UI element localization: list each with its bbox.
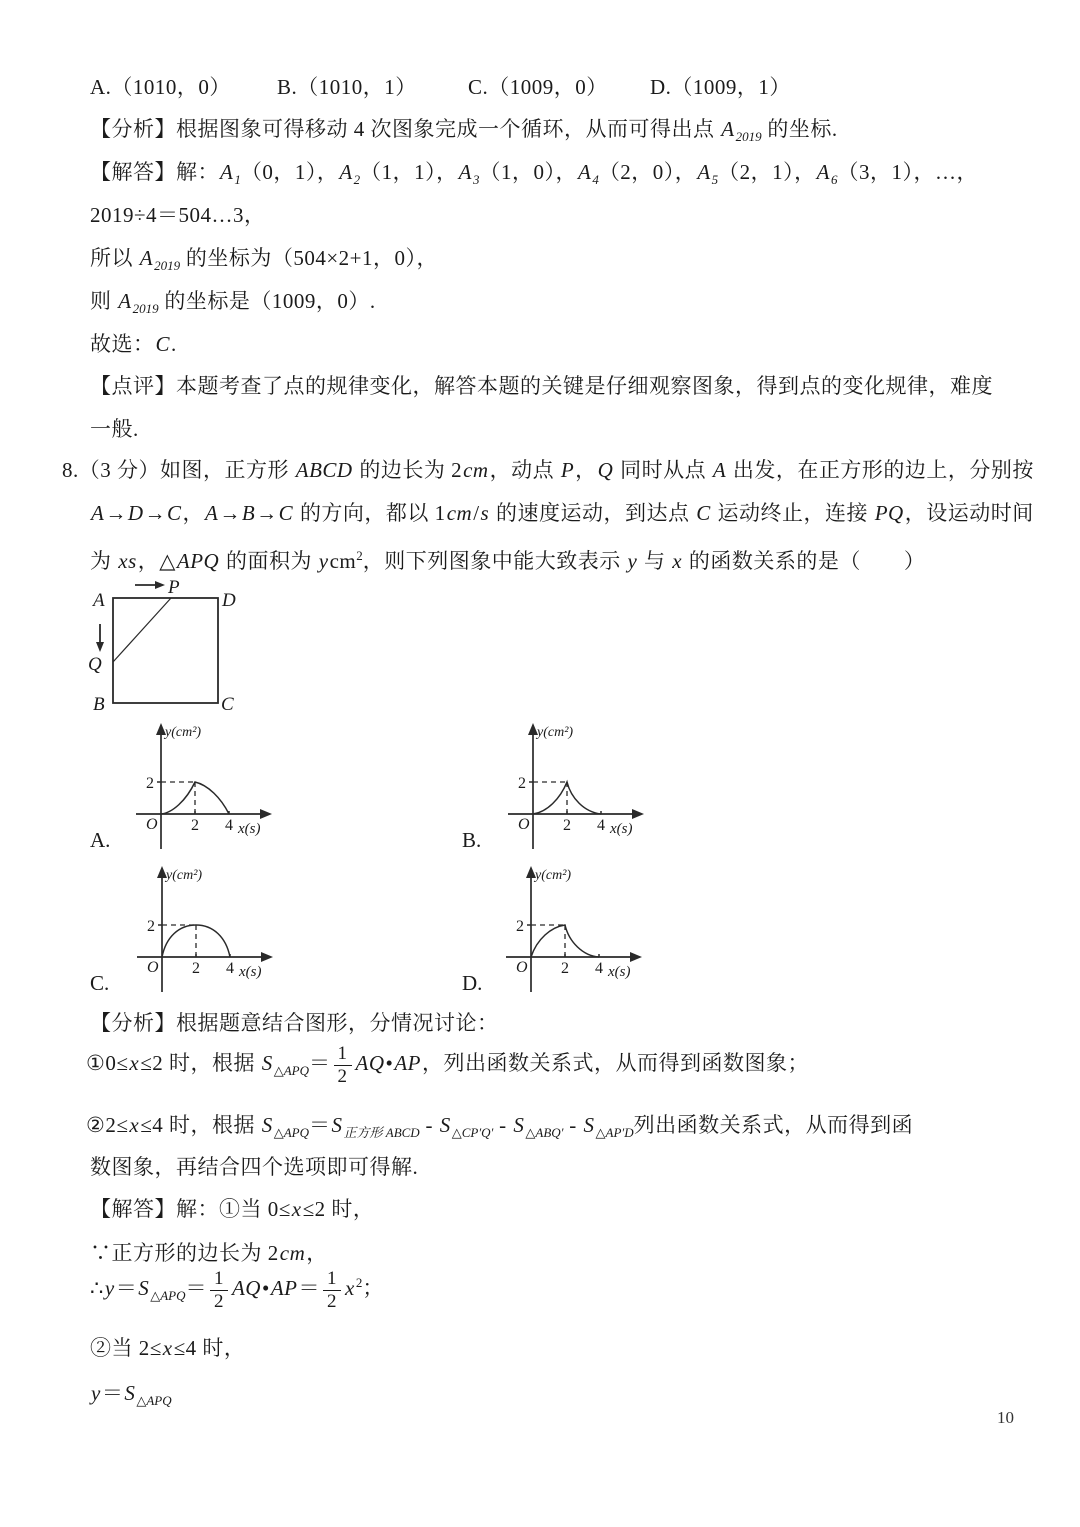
x-axis-arrow-icon — [260, 809, 272, 819]
y-tick-2: 2 — [146, 775, 154, 792]
label-point-q: Q — [88, 654, 102, 675]
graph-letter-d: D. — [462, 971, 483, 995]
x-tick-2: 2 — [563, 817, 571, 834]
graph-option-d — [498, 862, 648, 997]
option-b-prev: B.（1010，1） — [277, 75, 417, 99]
arrow-down-icon — [96, 642, 104, 652]
x-tick-2: 2 — [191, 817, 199, 834]
y-axis-label: y(cm²) — [165, 725, 202, 740]
origin-label: O — [146, 816, 158, 833]
x-axis-label: x(s) — [238, 821, 261, 837]
y-tick-2: 2 — [516, 918, 524, 935]
y-tick-2: 2 — [147, 918, 155, 935]
analysis2-line: 【分析】根据题意结合图形，分情况讨论： — [90, 1011, 499, 1035]
comment-line-2: 一般. — [90, 417, 139, 441]
label-corner-c: C — [221, 694, 234, 715]
graph-letter-a: A. — [90, 828, 111, 852]
x-tick-4: 4 — [597, 817, 605, 834]
x-axis-label: x(s) — [608, 964, 631, 980]
x-axis-label: x(s) — [610, 821, 633, 837]
option-c-prev: C.（1009，0） — [468, 75, 608, 99]
segment-pq — [113, 598, 171, 662]
question8-line-3: 为 xs，△APQ 的面积为 ycm$^2$，则下列图象中能大致表示 y 与 x 的函数关系的是（ ） — [90, 548, 926, 573]
square-outline — [113, 598, 218, 703]
final-line: $y=S_{\triangle APQ}$ — [91, 1381, 172, 1408]
because-line: ∵正方形的边长为 2cm， — [90, 1241, 328, 1265]
y-tick-2: 2 — [518, 775, 526, 792]
origin-label: O — [518, 816, 530, 833]
x-tick-4: 4 — [595, 960, 603, 977]
comment-line-1: 【点评】本题考查了点的规律变化，解答本题的关键是仔细观察图象，得到点的变化规律，难度 — [90, 374, 993, 398]
y-axis-label: y(cm²) — [535, 868, 572, 883]
square-figure — [83, 578, 253, 718]
label-point-p: P — [168, 577, 180, 598]
y-axis-label: y(cm²) — [537, 725, 574, 740]
graph-letter-c: C. — [90, 971, 110, 995]
analysis-line-1: 【分析】根据图象可得移动 4 次图象完成一个循环，从而可得出点 $A_{2019}$ 的坐标. — [90, 117, 838, 144]
then-line: 则 $A_{2019}$ 的坐标是（1009，0）. — [90, 289, 376, 316]
x-tick-2: 2 — [192, 960, 200, 977]
arrow-right-icon — [155, 581, 165, 589]
origin-label: O — [147, 959, 159, 976]
label-corner-a: A — [93, 590, 105, 611]
y-axis-label: y(cm²) — [166, 868, 203, 883]
calc-line: 2019÷4＝504…3， — [90, 203, 266, 227]
label-corner-d: D — [222, 590, 236, 611]
origin-label: O — [516, 959, 528, 976]
graph-letter-b: B. — [462, 828, 482, 852]
option-a-prev: A.（1010，0） — [90, 75, 231, 99]
so-line: 所以 $A_{2019}$ 的坐标为（504×2+1，0）， — [90, 246, 439, 273]
case1-line: ①0≤x≤2 时，根据 $S_{\triangle APQ}=$ $\frac{1}{2}$ AQ•AP，列出函数关系式，从而得到函数图象； — [86, 1043, 810, 1087]
label-corner-b: B — [93, 694, 105, 715]
choose-line: 故选：C. — [90, 332, 177, 356]
solution-line-1: 【解答】解：$A_1(0$，1），$A_2(1$，1），$A_3(1$，0），$A_4(2$，0），$A_5(2$，1），$A_6(3$，1），…， — [90, 160, 978, 187]
case2-cont-line: 数图象，再结合四个选项即可得解. — [90, 1155, 419, 1179]
x-tick-2: 2 — [561, 960, 569, 977]
x-tick-4: 4 — [226, 960, 234, 977]
graph-option-b — [500, 719, 650, 854]
question8-line-1: 8.（3 分）如图，正方形 ABCD 的边长为 2cm，动点 P，Q 同时从点 A 出发，在正方形的边上，分别按 — [62, 458, 1034, 482]
question8-line-2: A→D→C，A→B→C 的方向，都以 1cm/s 的速度运动，到达点 C 运动终止，连接 PQ，设运动时间 — [91, 501, 1034, 525]
case3-line: ②当 2≤x≤4 时， — [90, 1336, 246, 1360]
graph-option-c — [129, 862, 279, 997]
option-d-prev: D.（1009，1） — [650, 75, 791, 99]
x-tick-4: 4 — [225, 817, 233, 834]
x-axis-label: x(s) — [239, 964, 262, 980]
case2-line: ②2≤x≤4 时，根据 $S_{\triangle APQ}=S_{正方形 ABCD} - S_{\triangle CP'Q'} - S_{\triangle ABQ'} - S_{\triangle AP'D}$列出函数关系式，从而得到函 — [86, 1113, 914, 1140]
therefore-line: $\therefore y=S_{\triangle APQ}=$ $\frac{1}{2}$ AQ•AP＝ $\frac{1}{2}$ $x^2$； — [90, 1268, 384, 1312]
page-number: 10 — [997, 1408, 1014, 1427]
solution2-line: 【解答】解：①当 0≤x≤2 时， — [90, 1197, 375, 1221]
graph-option-a — [128, 719, 278, 854]
